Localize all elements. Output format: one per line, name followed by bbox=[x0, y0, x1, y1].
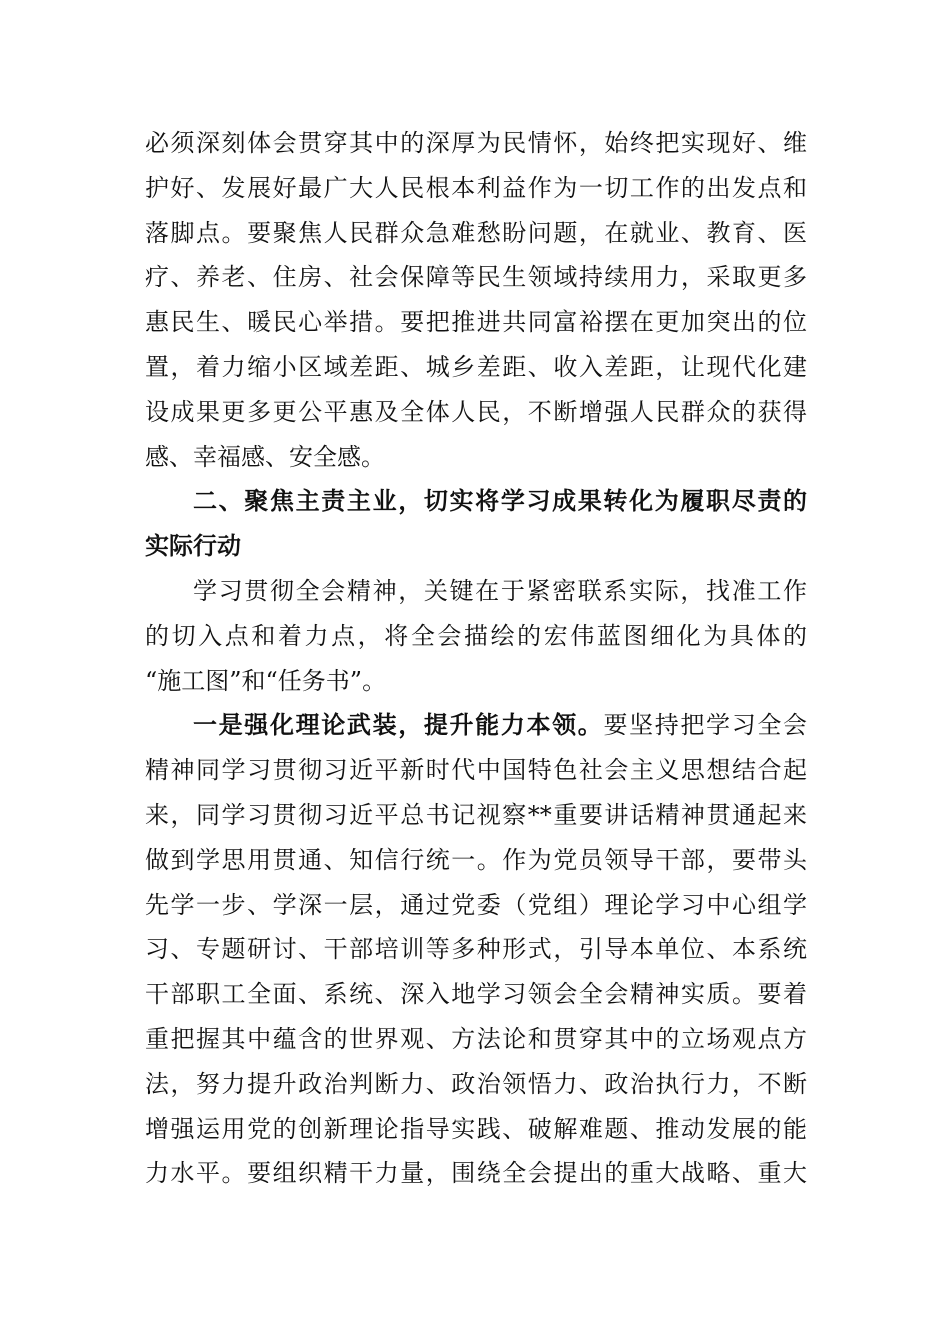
text-line bbox=[145, 845, 807, 875]
text-line bbox=[145, 307, 807, 337]
body-text: 习、专题研讨、干部培训等多种形式，引导本单位、本系统 bbox=[145, 935, 807, 964]
body-text: 法，努力提升政治判断力、政治领悟力、政治执行力，不断 bbox=[145, 1069, 807, 1098]
text-line bbox=[145, 666, 807, 696]
text-line bbox=[145, 352, 807, 382]
bold-heading-text: 实际行动 bbox=[145, 532, 241, 561]
text-line bbox=[145, 1114, 807, 1144]
text-line bbox=[145, 934, 807, 964]
text-line bbox=[145, 218, 807, 248]
body-text: 来，同学习贯彻习近平总书记视察**重要讲话精神贯通起来 bbox=[145, 801, 807, 829]
body-text: 要坚持把学习全会 bbox=[603, 711, 808, 740]
text-line bbox=[145, 262, 807, 292]
text-line bbox=[145, 1024, 807, 1054]
body-text: 设成果更多更公平惠及全体人民，不断增强人民群众的获得 bbox=[145, 397, 807, 426]
text-line bbox=[145, 128, 807, 158]
body-text: 精神同学习贯彻习近平新时代中国特色社会主义思想结合起 bbox=[145, 756, 807, 785]
body-text: 惠民生、暖民心举措。要把推进共同富裕摆在更加突出的位 bbox=[145, 308, 807, 337]
text-line bbox=[145, 442, 807, 472]
text-line bbox=[145, 800, 807, 830]
text-line bbox=[145, 397, 807, 427]
text-line bbox=[145, 755, 807, 785]
body-text: “施工图”和“任务书”。 bbox=[145, 666, 387, 695]
body-text: 必须深刻体会贯穿其中的深厚为民情怀，始终把实现好、维 bbox=[145, 129, 807, 157]
body-text: 干部职工全面、系统、深入地学习领会全会精神实质。要着 bbox=[145, 980, 807, 1009]
text-line bbox=[145, 1158, 807, 1188]
text-line bbox=[145, 1069, 807, 1099]
body-text: 置，着力缩小区域差距、城乡差距、收入差距，让现代化建 bbox=[145, 353, 807, 381]
body-text: 先学一步、学深一层，通过党委（党组）理论学习中心组学 bbox=[145, 890, 807, 919]
text-line bbox=[145, 621, 807, 651]
body-text: 学习贯彻全会精神，关键在于紧密联系实际，找准工作 bbox=[193, 577, 807, 605]
bold-heading-text: 一是强化理论武装，提升能力本领。 bbox=[193, 711, 604, 740]
text-line bbox=[193, 486, 807, 516]
text-line bbox=[145, 890, 807, 920]
text-line bbox=[145, 531, 807, 561]
body-text: 疗、养老、住房、社会保障等民生领域持续用力，采取更多 bbox=[145, 263, 807, 292]
body-text: 的切入点和着力点，将全会描绘的宏伟蓝图细化为具体的 bbox=[145, 621, 807, 650]
body-text: 落脚点。要聚焦人民群众急难愁盼问题，在就业、教育、医 bbox=[145, 218, 807, 247]
bold-heading-text: 二、聚焦主责主业，切实将学习成果转化为履职尽责的 bbox=[193, 487, 807, 516]
text-line bbox=[193, 576, 807, 606]
text-line bbox=[145, 173, 807, 203]
text-line bbox=[193, 710, 807, 740]
body-text: 力水平。要组织精干力量，围绕全会提出的重大战略、重大 bbox=[145, 1159, 807, 1188]
body-text: 感、幸福感、安全感。 bbox=[145, 442, 385, 471]
body-text: 增强运用党的创新理论指导实践、破解难题、推动发展的能 bbox=[145, 1114, 807, 1143]
text-line bbox=[145, 979, 807, 1009]
body-text: 护好、发展好最广大人民根本利益作为一切工作的出发点和 bbox=[145, 173, 807, 202]
body-text: 做到学思用贯通、知信行统一。作为党员领导干部，要带头 bbox=[145, 845, 807, 874]
body-text: 重把握其中蕴含的世界观、方法论和贯穿其中的立场观点方 bbox=[145, 1025, 807, 1053]
